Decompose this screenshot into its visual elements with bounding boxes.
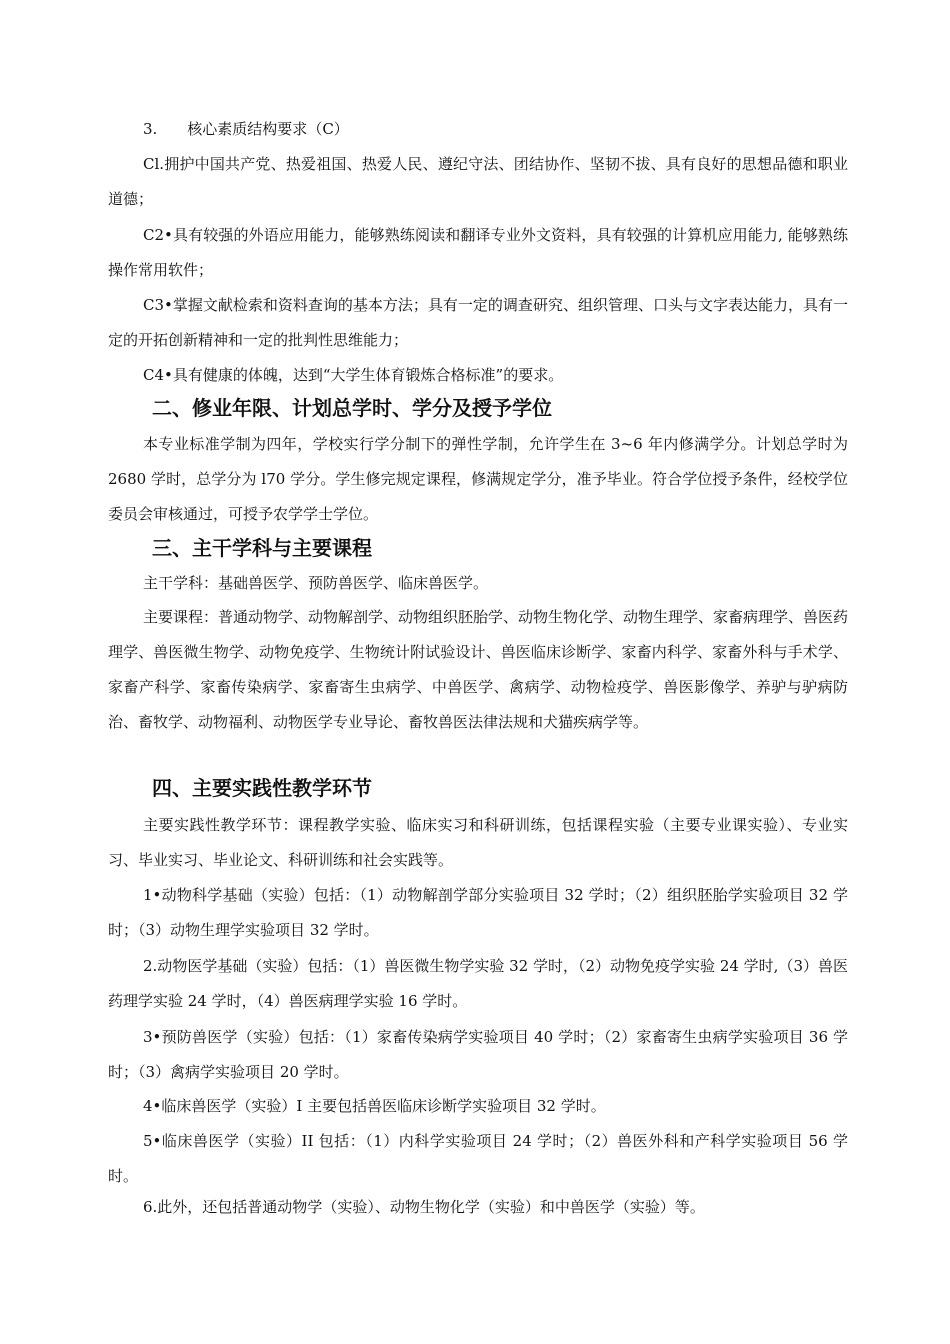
section-heading-duration: 二、修业年限、计划总学时、学分及授予学位 xyxy=(152,396,552,420)
c2-paragraph: C2•具有较强的外语应用能力，能够熟练阅读和翻译专业外文资料，具有较强的计算机应用能力, 能够熟练操作常用软件； xyxy=(108,226,848,279)
c1-paragraph: Cl.拥护中国共产党、热爱祖国、热爱人民、遵纪守法、团结协作、坚韧不拔、具有良好的思想品德和职业道德； xyxy=(108,155,848,208)
practice-item-5: 5•临床兽医学（实验）II 包括：（1）内科学实验项目 24 学时；（2）兽医外科和产科学实验项目 56 学时。 xyxy=(108,1132,848,1185)
c3-paragraph: C3•掌握文献检索和资料查询的基本方法；具有一定的调查研究、组织管理、口头与文字表达能力，具有一定的开拓创新精神和一定的批判性思维能力； xyxy=(108,296,848,349)
c4-paragraph: C4•具有健康的体魄，达到“大学生体育锻炼合格标准”的要求。 xyxy=(143,366,564,384)
practice-item-3: 3•预防兽医学（实验）包括：（1）家畜传染病学实验项目 40 学时；（2）家畜寄生虫病学实验项目 36 学时；（3）禽病学实验项目 20 学时。 xyxy=(108,1028,848,1081)
section-heading-courses: 三、主干学科与主要课程 xyxy=(152,536,372,560)
duration-paragraph: 本专业标准学制为四年，学校实行学分制下的弹性学制，允许学生在 3~6 年内修满学分。计划总学时为 2680 学时，总学分为 l70 学分。学生修完规定课程，修满规定学分，准予毕业。符合学位授予条件，经校学位委员会审核通过，可授予农学学士学位。 xyxy=(108,435,848,523)
disciplines-paragraph: 主干学科：基础兽医学、预防兽医学、临床兽医学。 xyxy=(143,574,489,592)
practice-item-6: 6.此外，还包括普通动物学（实验）、动物生物化学（实验）和中兽医学（实验）等。 xyxy=(143,1198,705,1216)
practice-item-4: 4•临床兽医学（实验）I 主要包括兽医临床诊断学实验项目 32 学时。 xyxy=(143,1097,606,1115)
practice-item-2: 2.动物医学基础（实验）包括：（1）兽医微生物学实验 32 学时，（2）动物免疫学实验 24 学时,（3）兽医药理学实验 24 学时，（4）兽医病理学实验 16 学时。 xyxy=(108,957,848,1010)
courses-paragraph: 主要课程：普通动物学、动物解剖学、动物组织胚胎学、动物生物化学、动物生理学、家畜病理学、兽医药理学、兽医微生物学、动物免疫学、生物统计附试验设计、兽医临床诊断学、家畜内科学、家畜外科与手术学、家畜产科学、家畜传染病学、家畜寄生虫病学、中兽医学、禽病学、动物检疫学、兽医影像学、养驴与驴病防治、畜牧学、动物福利、动物医学专业导论、畜牧兽医法律法规和犬猫疾病学等。 xyxy=(108,608,849,731)
item3-heading: 3. 核心素质结构要求（C） xyxy=(143,120,349,138)
practice-paragraph: 主要实践性教学环节：课程教学实验、临床实习和科研训练，包括课程实验（主要专业课实验）、专业实习、毕业实习、毕业论文、科研训练和社会实践等。 xyxy=(108,816,848,869)
section-heading-practice: 四、主要实践性教学环节 xyxy=(152,776,372,800)
practice-item-1: 1•动物科学基础（实验）包括：（1）动物解剖学部分实验项目 32 学时；（2）组织胚胎学实验项目 32 学时；（3）动物生理学实验项目 32 学时。 xyxy=(108,886,848,939)
